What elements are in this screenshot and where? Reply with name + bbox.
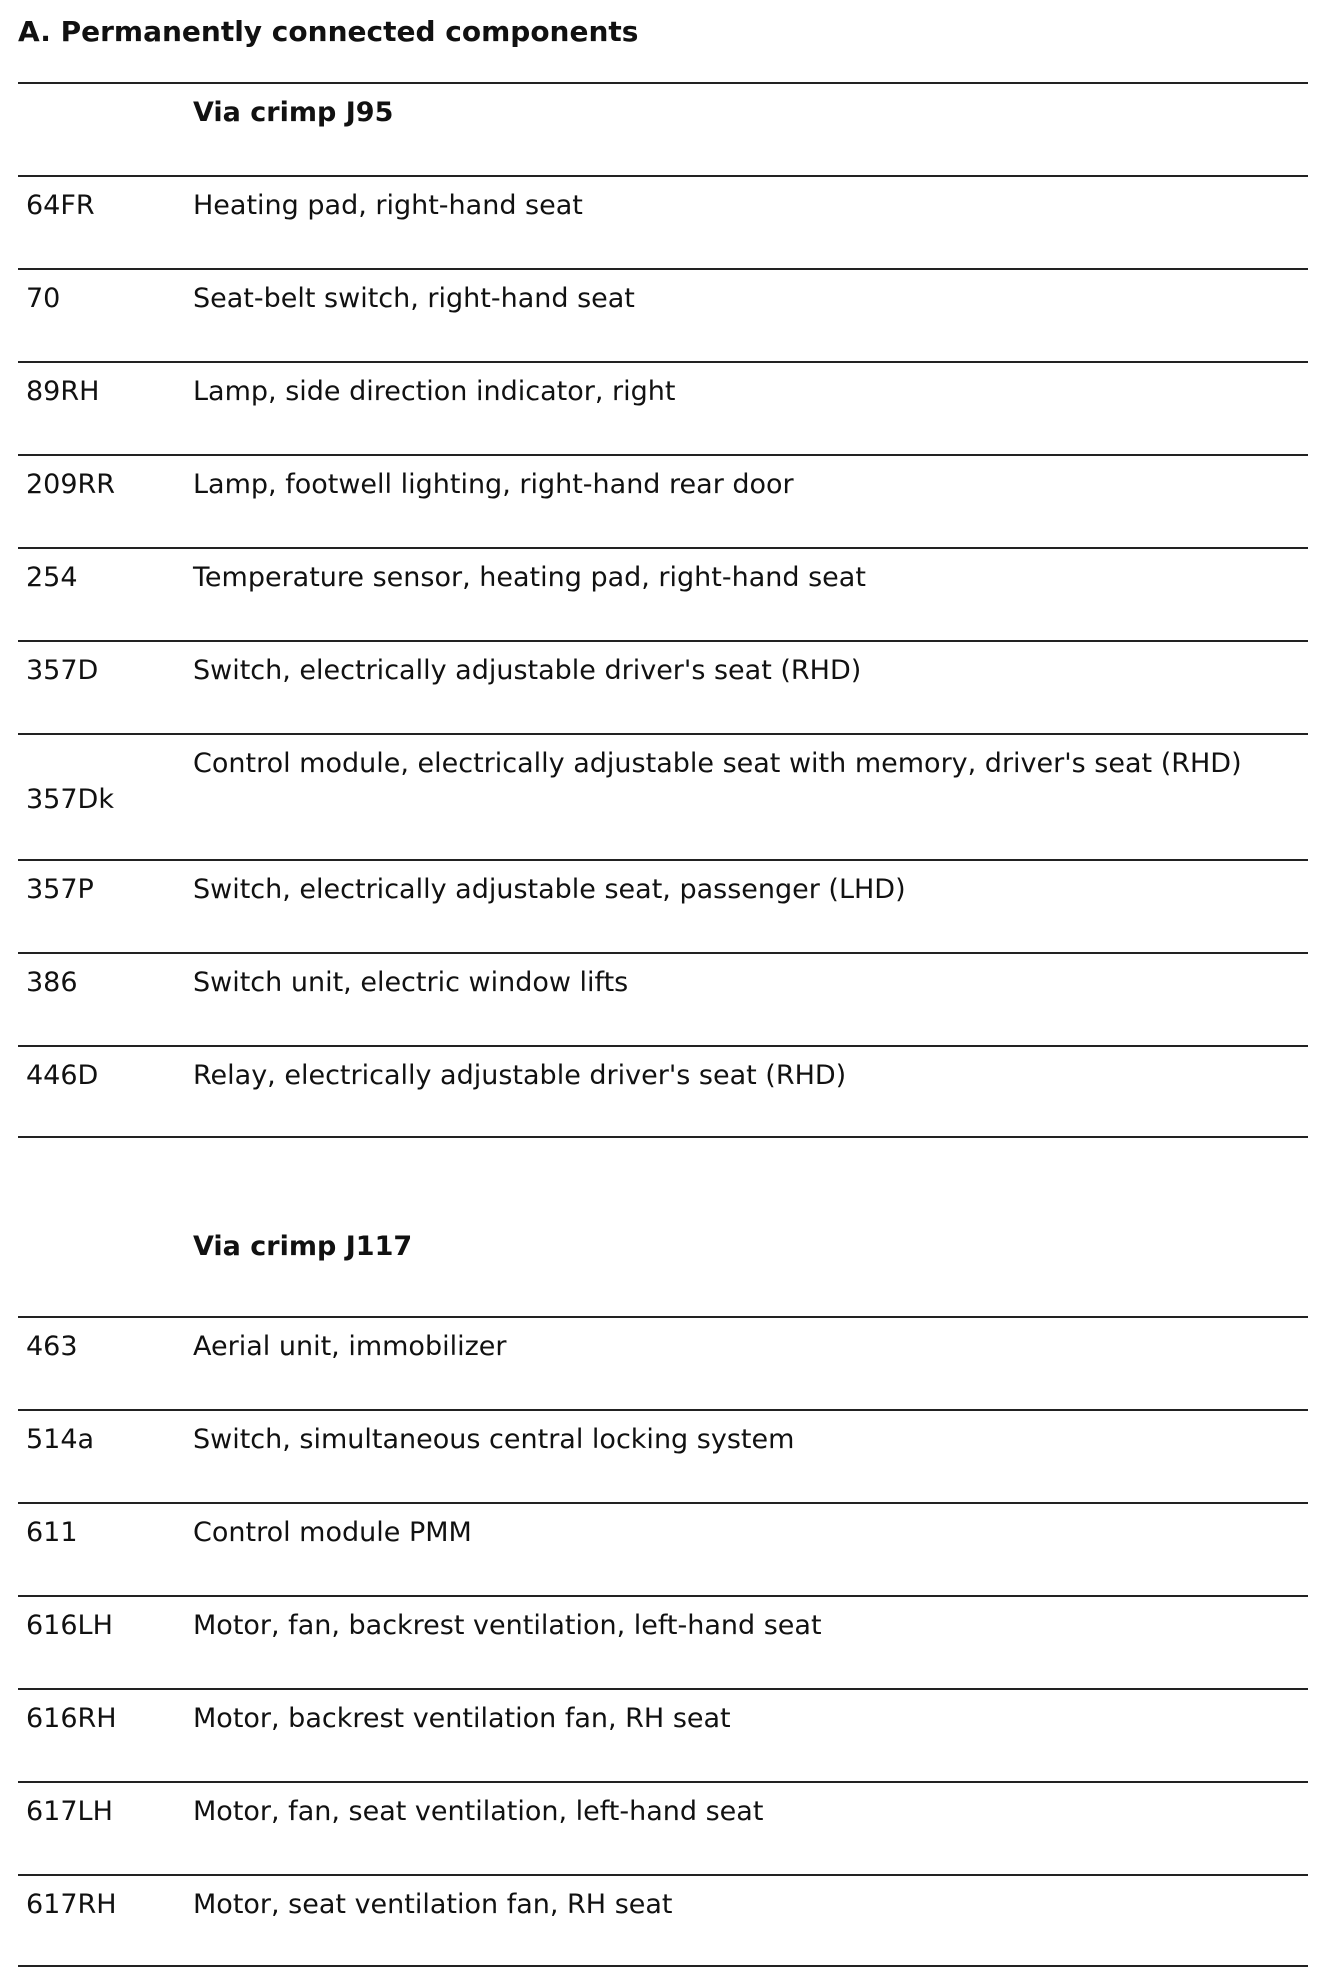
component-code: 64FR: [26, 190, 95, 221]
section-title: A. Permanently connected components: [18, 15, 639, 48]
component-code: 386: [26, 967, 78, 998]
table-row: [18, 640, 1308, 733]
table-row: [18, 361, 1308, 454]
component-description: Lamp, side direction indicator, right: [193, 376, 676, 407]
table-row: [18, 175, 1308, 268]
component-description: Control module PMM: [193, 1517, 472, 1548]
component-code: 446D: [26, 1060, 99, 1091]
component-description: Motor, fan, seat ventilation, left-hand seat: [193, 1796, 764, 1827]
component-code: 357D: [26, 655, 99, 686]
component-description: Aerial unit, immobilizer: [193, 1331, 507, 1362]
component-code: 357Dk: [26, 784, 114, 815]
table-row: [18, 1502, 1308, 1595]
component-description: Heating pad, right-hand seat: [193, 190, 583, 221]
table-row: [18, 1316, 1308, 1409]
component-code: 89RH: [26, 376, 100, 407]
component-description: Switch, electrically adjustable seat, passenger (LHD): [193, 874, 906, 905]
table-row: [18, 1688, 1308, 1781]
group-heading: Via crimp J95: [193, 97, 394, 128]
component-code: 209RR: [26, 469, 116, 500]
component-code: 254: [26, 562, 78, 593]
table-row: [18, 859, 1308, 952]
table-row: [18, 1874, 1308, 1967]
table-row: [18, 952, 1308, 1045]
component-description: Control module, electrically adjustable seat with memory, driver's seat (RHD): [193, 748, 1242, 779]
table-row: [18, 1045, 1308, 1138]
table-row: [18, 733, 1308, 859]
component-description: Relay, electrically adjustable driver's seat (RHD): [193, 1060, 847, 1091]
components-table-j117: [18, 1316, 1308, 1967]
table-row: [18, 547, 1308, 640]
component-code: 70: [26, 283, 61, 314]
component-code: 357P: [26, 874, 94, 905]
table-row: [18, 268, 1308, 361]
component-description: Switch unit, electric window lifts: [193, 967, 629, 998]
table-row: [18, 1409, 1308, 1502]
component-code: 617LH: [26, 1796, 113, 1827]
component-description: Motor, fan, backrest ventilation, left-hand seat: [193, 1610, 822, 1641]
component-description: Switch, simultaneous central locking system: [193, 1424, 795, 1455]
component-code: 463: [26, 1331, 78, 1362]
component-code: 616RH: [26, 1703, 117, 1734]
component-code: 514a: [26, 1424, 95, 1455]
component-code: 617RH: [26, 1889, 117, 1920]
component-description: Temperature sensor, heating pad, right-hand seat: [193, 562, 866, 593]
table-row: [18, 454, 1308, 547]
component-description: Switch, electrically adjustable driver's seat (RHD): [193, 655, 862, 686]
component-code: 611: [26, 1517, 78, 1548]
group-heading-row: [18, 82, 1308, 175]
component-description: Lamp, footwell lighting, right-hand rear door: [193, 469, 794, 500]
component-description: Motor, seat ventilation fan, RH seat: [193, 1889, 673, 1920]
component-description: Seat-belt switch, right-hand seat: [193, 283, 635, 314]
table-row: [18, 1595, 1308, 1688]
table-row: [18, 1781, 1308, 1874]
components-table-j95: [18, 82, 1308, 1138]
component-code: 616LH: [26, 1610, 113, 1641]
component-description: Motor, backrest ventilation fan, RH seat: [193, 1703, 731, 1734]
group-heading: Via crimp J117: [193, 1231, 413, 1262]
